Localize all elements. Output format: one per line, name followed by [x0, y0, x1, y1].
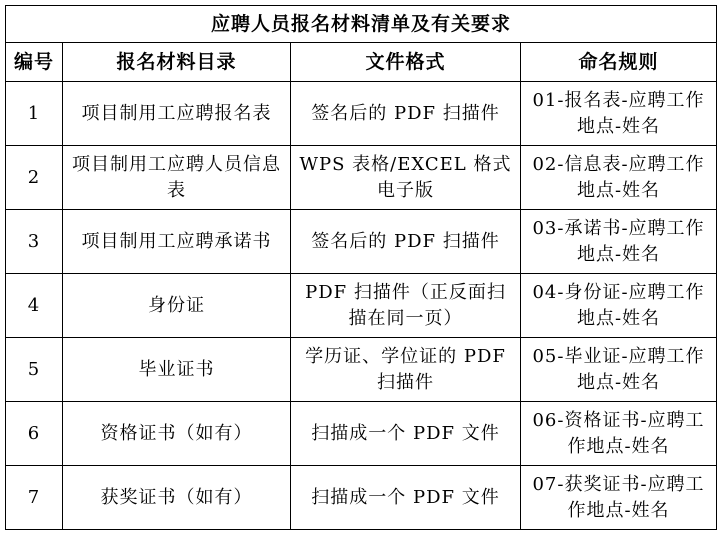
- table-row: [6, 274, 717, 338]
- cell-format: 签名后的 PDF 扫描件: [291, 82, 521, 146]
- cell-rule: 03-承诺书-应聘工作地点-姓名: [521, 210, 717, 274]
- table-row: [6, 466, 717, 530]
- cell-item: 项目制用工应聘报名表: [63, 82, 291, 146]
- cell-item: 项目制用工应聘人员信息表: [63, 146, 291, 210]
- cell-no: 5: [6, 338, 63, 402]
- table-row: [6, 210, 717, 274]
- cell-rule: 04-身份证-应聘工作地点-姓名: [521, 274, 717, 338]
- header-row: [6, 43, 717, 82]
- table-row: [6, 82, 717, 146]
- table-row: [6, 338, 717, 402]
- header-format: 文件格式: [291, 43, 521, 82]
- cell-no: 4: [6, 274, 63, 338]
- table-row: [6, 402, 717, 466]
- cell-no: 1: [6, 82, 63, 146]
- table-title: 应聘人员报名材料清单及有关要求: [6, 6, 717, 43]
- header-item: 报名材料目录: [63, 43, 291, 82]
- cell-rule: 07-获奖证书-应聘工作地点-姓名: [521, 466, 717, 530]
- cell-item: 项目制用工应聘承诺书: [63, 210, 291, 274]
- cell-no: 3: [6, 210, 63, 274]
- cell-format: PDF 扫描件（正反面扫描在同一页）: [291, 274, 521, 338]
- cell-item: 身份证: [63, 274, 291, 338]
- cell-rule: 01-报名表-应聘工作地点-姓名: [521, 82, 717, 146]
- cell-rule: 05-毕业证-应聘工作地点-姓名: [521, 338, 717, 402]
- cell-format: 签名后的 PDF 扫描件: [291, 210, 521, 274]
- cell-item: 毕业证书: [63, 338, 291, 402]
- header-rule: 命名规则: [521, 43, 717, 82]
- cell-format: 学历证、学位证的 PDF 扫描件: [291, 338, 521, 402]
- materials-table: [5, 5, 717, 530]
- cell-no: 7: [6, 466, 63, 530]
- cell-rule: 06-资格证书-应聘工作地点-姓名: [521, 402, 717, 466]
- cell-rule: 02-信息表-应聘工作地点-姓名: [521, 146, 717, 210]
- materials-list-document: [5, 5, 716, 530]
- cell-no: 6: [6, 402, 63, 466]
- cell-format: 扫描成一个 PDF 文件: [291, 466, 521, 530]
- cell-item: 资格证书（如有）: [63, 402, 291, 466]
- title-row: [6, 6, 717, 43]
- cell-format: WPS 表格/EXCEL 格式电子版: [291, 146, 521, 210]
- header-no: 编号: [6, 43, 63, 82]
- cell-format: 扫描成一个 PDF 文件: [291, 402, 521, 466]
- cell-item: 获奖证书（如有）: [63, 466, 291, 530]
- cell-no: 2: [6, 146, 63, 210]
- table-row: [6, 146, 717, 210]
